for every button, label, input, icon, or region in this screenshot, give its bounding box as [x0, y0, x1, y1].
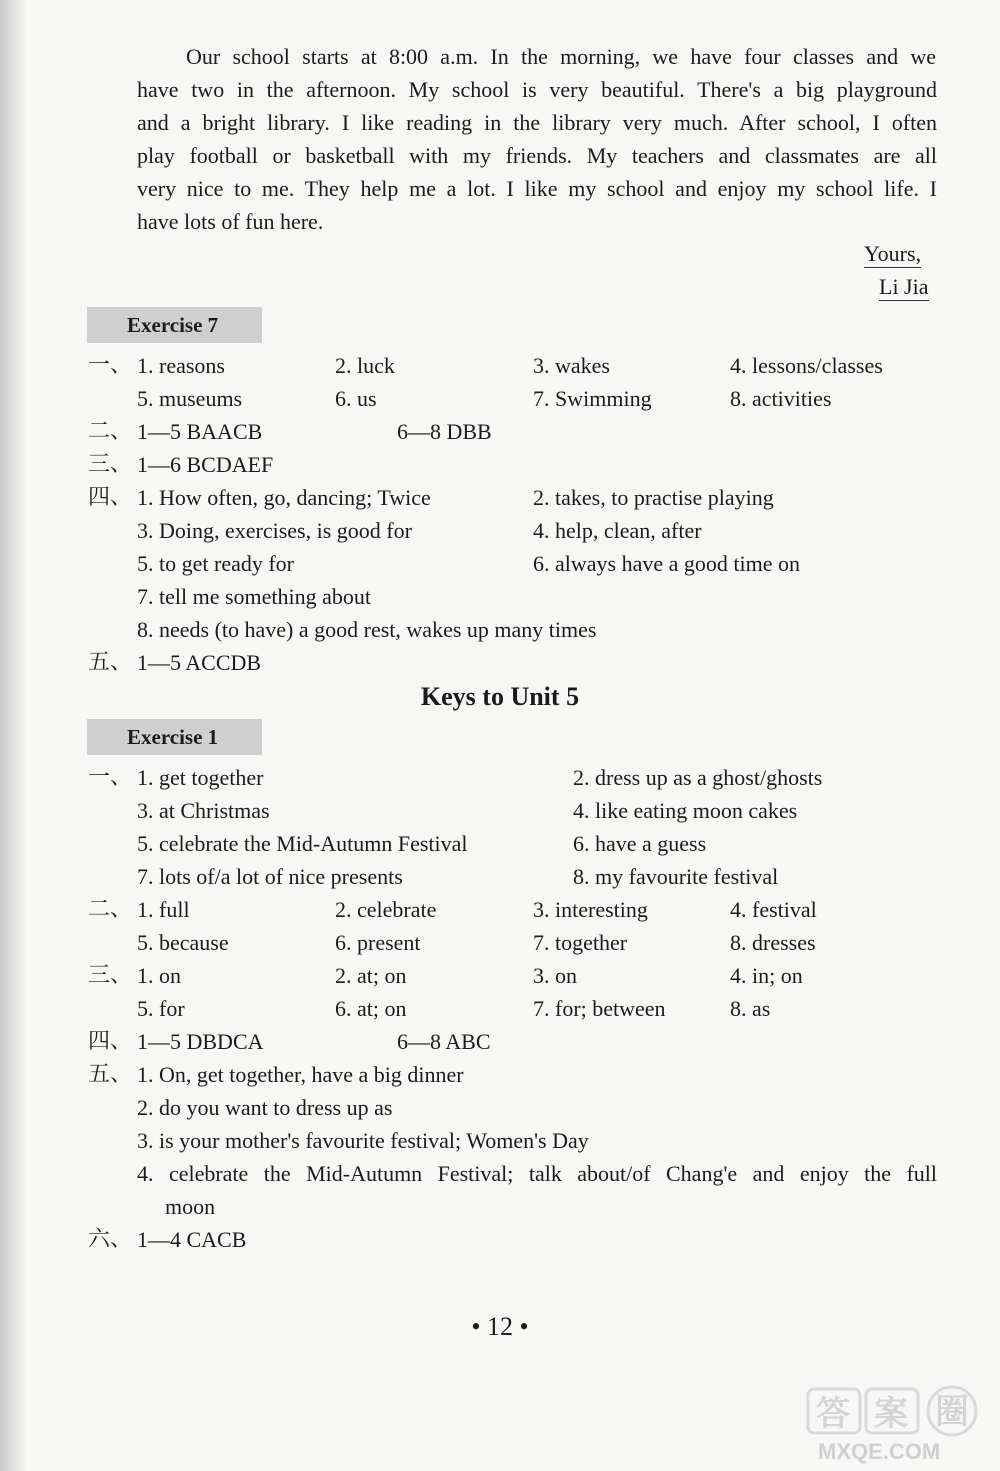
letter-line: very nice to me. They help me a lot. I like my school and enjoy my school life. I: [137, 176, 937, 201]
answer-item-continuation: moon: [165, 1194, 216, 1219]
answer-item: 4. in; on: [730, 963, 803, 988]
section-number: 二、: [88, 897, 133, 922]
answer-item: 8. dresses: [730, 930, 816, 955]
exercise-7-label: Exercise 7: [87, 307, 262, 343]
answer-item: 1. get together: [137, 765, 264, 790]
page-number: • 12 •: [471, 1312, 529, 1341]
section-number: 五、: [88, 1062, 133, 1087]
answer-item: 3. Doing, exercises, is good for: [137, 518, 412, 543]
answer-item: 6. have a guess: [573, 831, 707, 856]
letter-line: and a bright library. I like reading in the library very much. After school, I often: [137, 110, 937, 135]
svg-text:MXQE.COM: MXQE.COM: [818, 1439, 941, 1464]
answer-item: 1—5 BAACB: [137, 419, 263, 444]
letter-line: have two in the afternoon. My school is very beautiful. There's a big playground: [137, 77, 937, 102]
answer-item: 3. wakes: [533, 353, 610, 378]
answer-item: 7. together: [533, 930, 628, 955]
letter-line: have lots of fun here.: [137, 209, 324, 234]
svg-text:圈: 圈: [935, 1392, 969, 1432]
answer-item: 2. dress up as a ghost/ghosts: [573, 765, 823, 790]
answer-item: 1—5 ACCDB: [137, 650, 262, 675]
letter-line: Our school starts at 8:00 a.m. In the morning, we have four classes and we: [186, 44, 936, 69]
answer-item: 4. help, clean, after: [533, 518, 702, 543]
answer-item: 1. On, get together, have a big dinner: [137, 1062, 464, 1087]
answer-item: 5. museums: [137, 386, 243, 411]
answer-item: 5. to get ready for: [137, 551, 294, 576]
answer-item: 5. for: [137, 996, 185, 1021]
answer-item: 4. festival: [730, 897, 817, 922]
answer-item: 3. on: [533, 963, 577, 988]
answer-item: 2. do you want to dress up as: [137, 1095, 393, 1120]
section-number: 一、: [88, 765, 133, 790]
answer-item: 6. present: [335, 930, 421, 955]
section-number: 六、: [88, 1227, 133, 1252]
unit-heading: Keys to Unit 5: [420, 682, 580, 711]
page-binding-shadow: [0, 0, 26, 1471]
answer-item: 4. lessons/classes: [730, 353, 883, 378]
answer-item: 5. because: [137, 930, 229, 955]
answer-item: 4. like eating moon cakes: [573, 798, 798, 823]
answer-item: 6. at; on: [335, 996, 407, 1021]
answer-item: 1. How often, go, dancing; Twice: [137, 485, 431, 510]
answer-item: 8. as: [730, 996, 771, 1021]
section-number: 三、: [88, 452, 133, 477]
svg-text:答: 答: [816, 1394, 850, 1434]
answer-item: 4. celebrate the Mid-Autumn Festival; talk about/of Chang'e and enjoy the full: [137, 1161, 937, 1186]
letter-closing: Yours,: [864, 241, 922, 266]
answer-item: 1—6 BCDAEF: [137, 452, 274, 477]
answer-item: 2. at; on: [335, 963, 407, 988]
answer-item: 1. on: [137, 963, 181, 988]
section-number: 一、: [88, 353, 133, 378]
section-number: 四、: [88, 1029, 133, 1054]
answer-item: 6—8 DBB: [397, 419, 492, 444]
answer-item: 8. needs (to have) a good rest, wakes up many times: [137, 617, 597, 642]
answer-item: 2. luck: [335, 353, 395, 378]
answer-item: 1. full: [137, 897, 190, 922]
answer-item: 5. celebrate the Mid-Autumn Festival: [137, 831, 468, 856]
watermark-logo: [800, 1385, 995, 1465]
answer-item: 2. takes, to practise playing: [533, 485, 774, 510]
letter-line: play football or basketball with my friends. My teachers and classmates are all: [137, 143, 937, 168]
section-number: 四、: [88, 485, 133, 510]
letter-signature: Li Jia: [879, 274, 929, 299]
answer-item: 7. Swimming: [533, 386, 652, 411]
answer-item: 8. activities: [730, 386, 832, 411]
answer-item: 6. us: [335, 386, 377, 411]
answer-item: 3. is your mother's favourite festival; Women's Day: [137, 1128, 589, 1153]
section-number: 三、: [88, 963, 133, 988]
answer-item: 1—4 CACB: [137, 1227, 247, 1252]
exercise-1-label: Exercise 1: [87, 719, 262, 755]
answer-item: 6—8 ABC: [397, 1029, 491, 1054]
answer-item: 7. lots of/a lot of nice presents: [137, 864, 403, 889]
answer-item: 1—5 DBDCA: [137, 1029, 264, 1054]
answer-item: 8. my favourite festival: [573, 864, 779, 889]
answer-item: 6. always have a good time on: [533, 551, 800, 576]
answer-item: 2. celebrate: [335, 897, 437, 922]
svg-text:案: 案: [874, 1394, 908, 1434]
answer-item: 7. tell me something about: [137, 584, 372, 609]
answer-item: 7. for; between: [533, 996, 666, 1021]
section-number: 二、: [88, 419, 133, 444]
answer-item: 3. at Christmas: [137, 798, 270, 823]
answer-item: 1. reasons: [137, 353, 225, 378]
answer-item: 3. interesting: [533, 897, 648, 922]
section-number: 五、: [88, 650, 133, 675]
